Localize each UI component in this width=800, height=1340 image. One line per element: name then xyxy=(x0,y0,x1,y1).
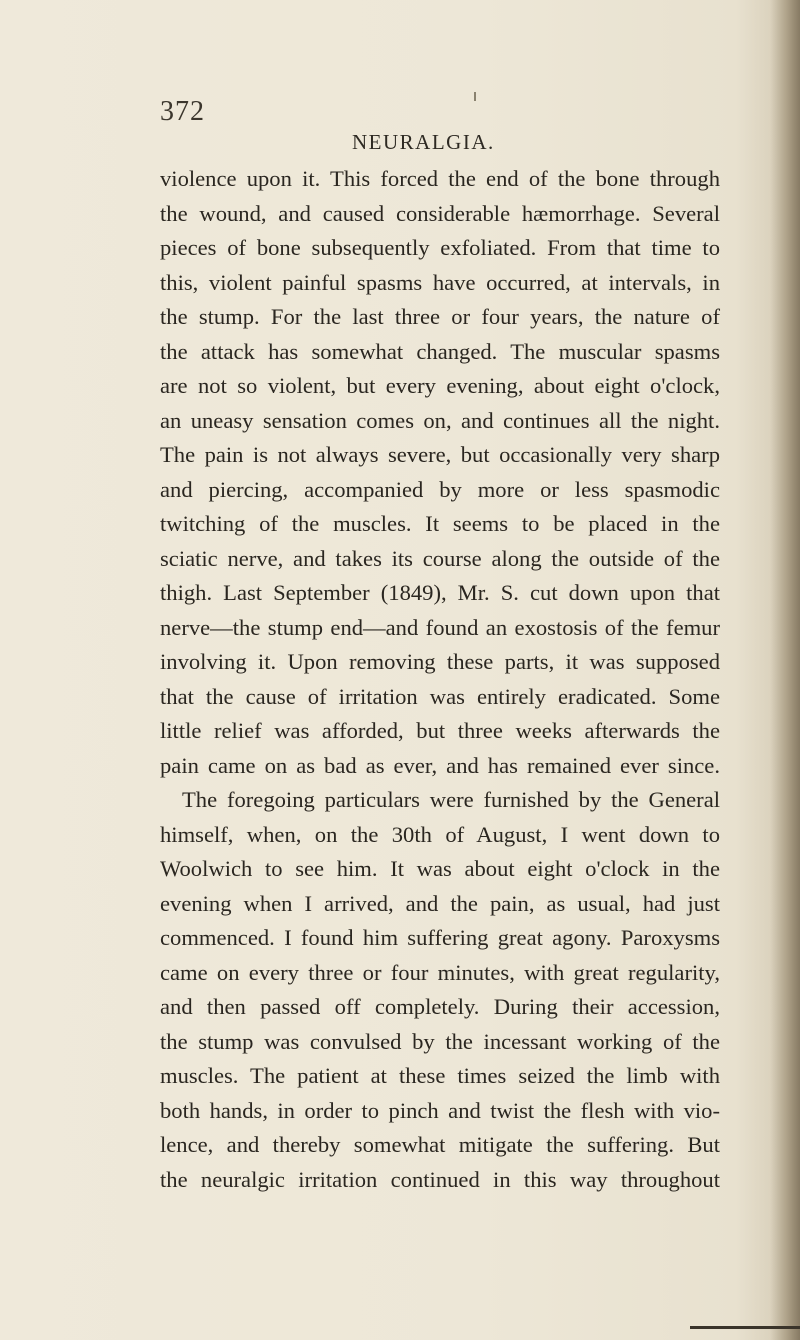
text-line: nerve—the stump end—and found an exostosis of the femur xyxy=(160,614,720,640)
text-line: The pain is not always severe, but occasionally very sharp xyxy=(160,442,720,467)
body-text xyxy=(160,162,720,1197)
text-line: involving it. Upon removing these parts, it was supposed xyxy=(160,649,720,674)
text-line: and then passed off completely. During their accession, xyxy=(160,994,720,1019)
print-mark xyxy=(474,92,476,101)
text-line: came on every three or four minutes, with great regularity, xyxy=(160,959,720,985)
text-line: the stump was convulsed by the incessant working of the xyxy=(160,1028,720,1054)
text-line: the attack has somewhat changed. The muscular spasms xyxy=(160,338,720,364)
text-line: twitching of the muscles. It seems to be placed in the xyxy=(160,511,720,536)
text-line: thigh. Last September (1849), Mr. S. cut down upon that xyxy=(160,580,720,605)
running-head: NEURALGIA. xyxy=(352,130,495,154)
text-line: The foregoing particulars were furnished by the General xyxy=(182,787,720,812)
text-line: this, violent painful spasms have occurred, at intervals, in xyxy=(160,269,720,295)
text-line: pieces of bone subsequently exfoliated. From that time to xyxy=(160,235,720,260)
text-line: Woolwich to see him. It was about eight o'clock in the xyxy=(160,856,720,881)
text-line: pain came on as bad as ever, and has remained ever since. xyxy=(160,752,720,778)
text-line: lence, and thereby somewhat mitigate the suffering. But xyxy=(160,1132,720,1157)
text-line: that the cause of irritation was entirely eradicated. Some xyxy=(160,683,720,709)
text-line: evening when I arrived, and the pain, as usual, had just xyxy=(160,890,720,916)
text-line: and piercing, accompanied by more or less spasmodic xyxy=(160,476,720,502)
page-bottom-rule xyxy=(690,1326,800,1329)
text-line: violence upon it. This forced the end of the bone through xyxy=(160,166,720,191)
text-line: the wound, and caused considerable hæmorrhage. Several xyxy=(160,200,720,226)
text-line: an uneasy sensation comes on, and continues all the night. xyxy=(160,407,720,433)
text-line: the stump. For the last three or four years, the nature of xyxy=(160,304,720,329)
page-edge-shadow xyxy=(770,0,800,1340)
page-number: 372 xyxy=(160,96,205,127)
text-line: are not so violent, but every evening, about eight o'clock, xyxy=(160,373,720,398)
text-line: muscles. The patient at these times seized the limb with xyxy=(160,1063,720,1088)
text-line: both hands, in order to pinch and twist the flesh with vio- xyxy=(160,1097,720,1123)
text-line: commenced. I found him suffering great agony. Paroxysms xyxy=(160,925,720,950)
text-line: himself, when, on the 30th of August, I went down to xyxy=(160,821,720,847)
text-line: the neuralgic irritation continued in this way throughout xyxy=(160,1166,720,1192)
text-line: sciatic nerve, and takes its course along the outside of the xyxy=(160,545,720,571)
text-line: little relief was afforded, but three weeks afterwards the xyxy=(160,718,720,743)
